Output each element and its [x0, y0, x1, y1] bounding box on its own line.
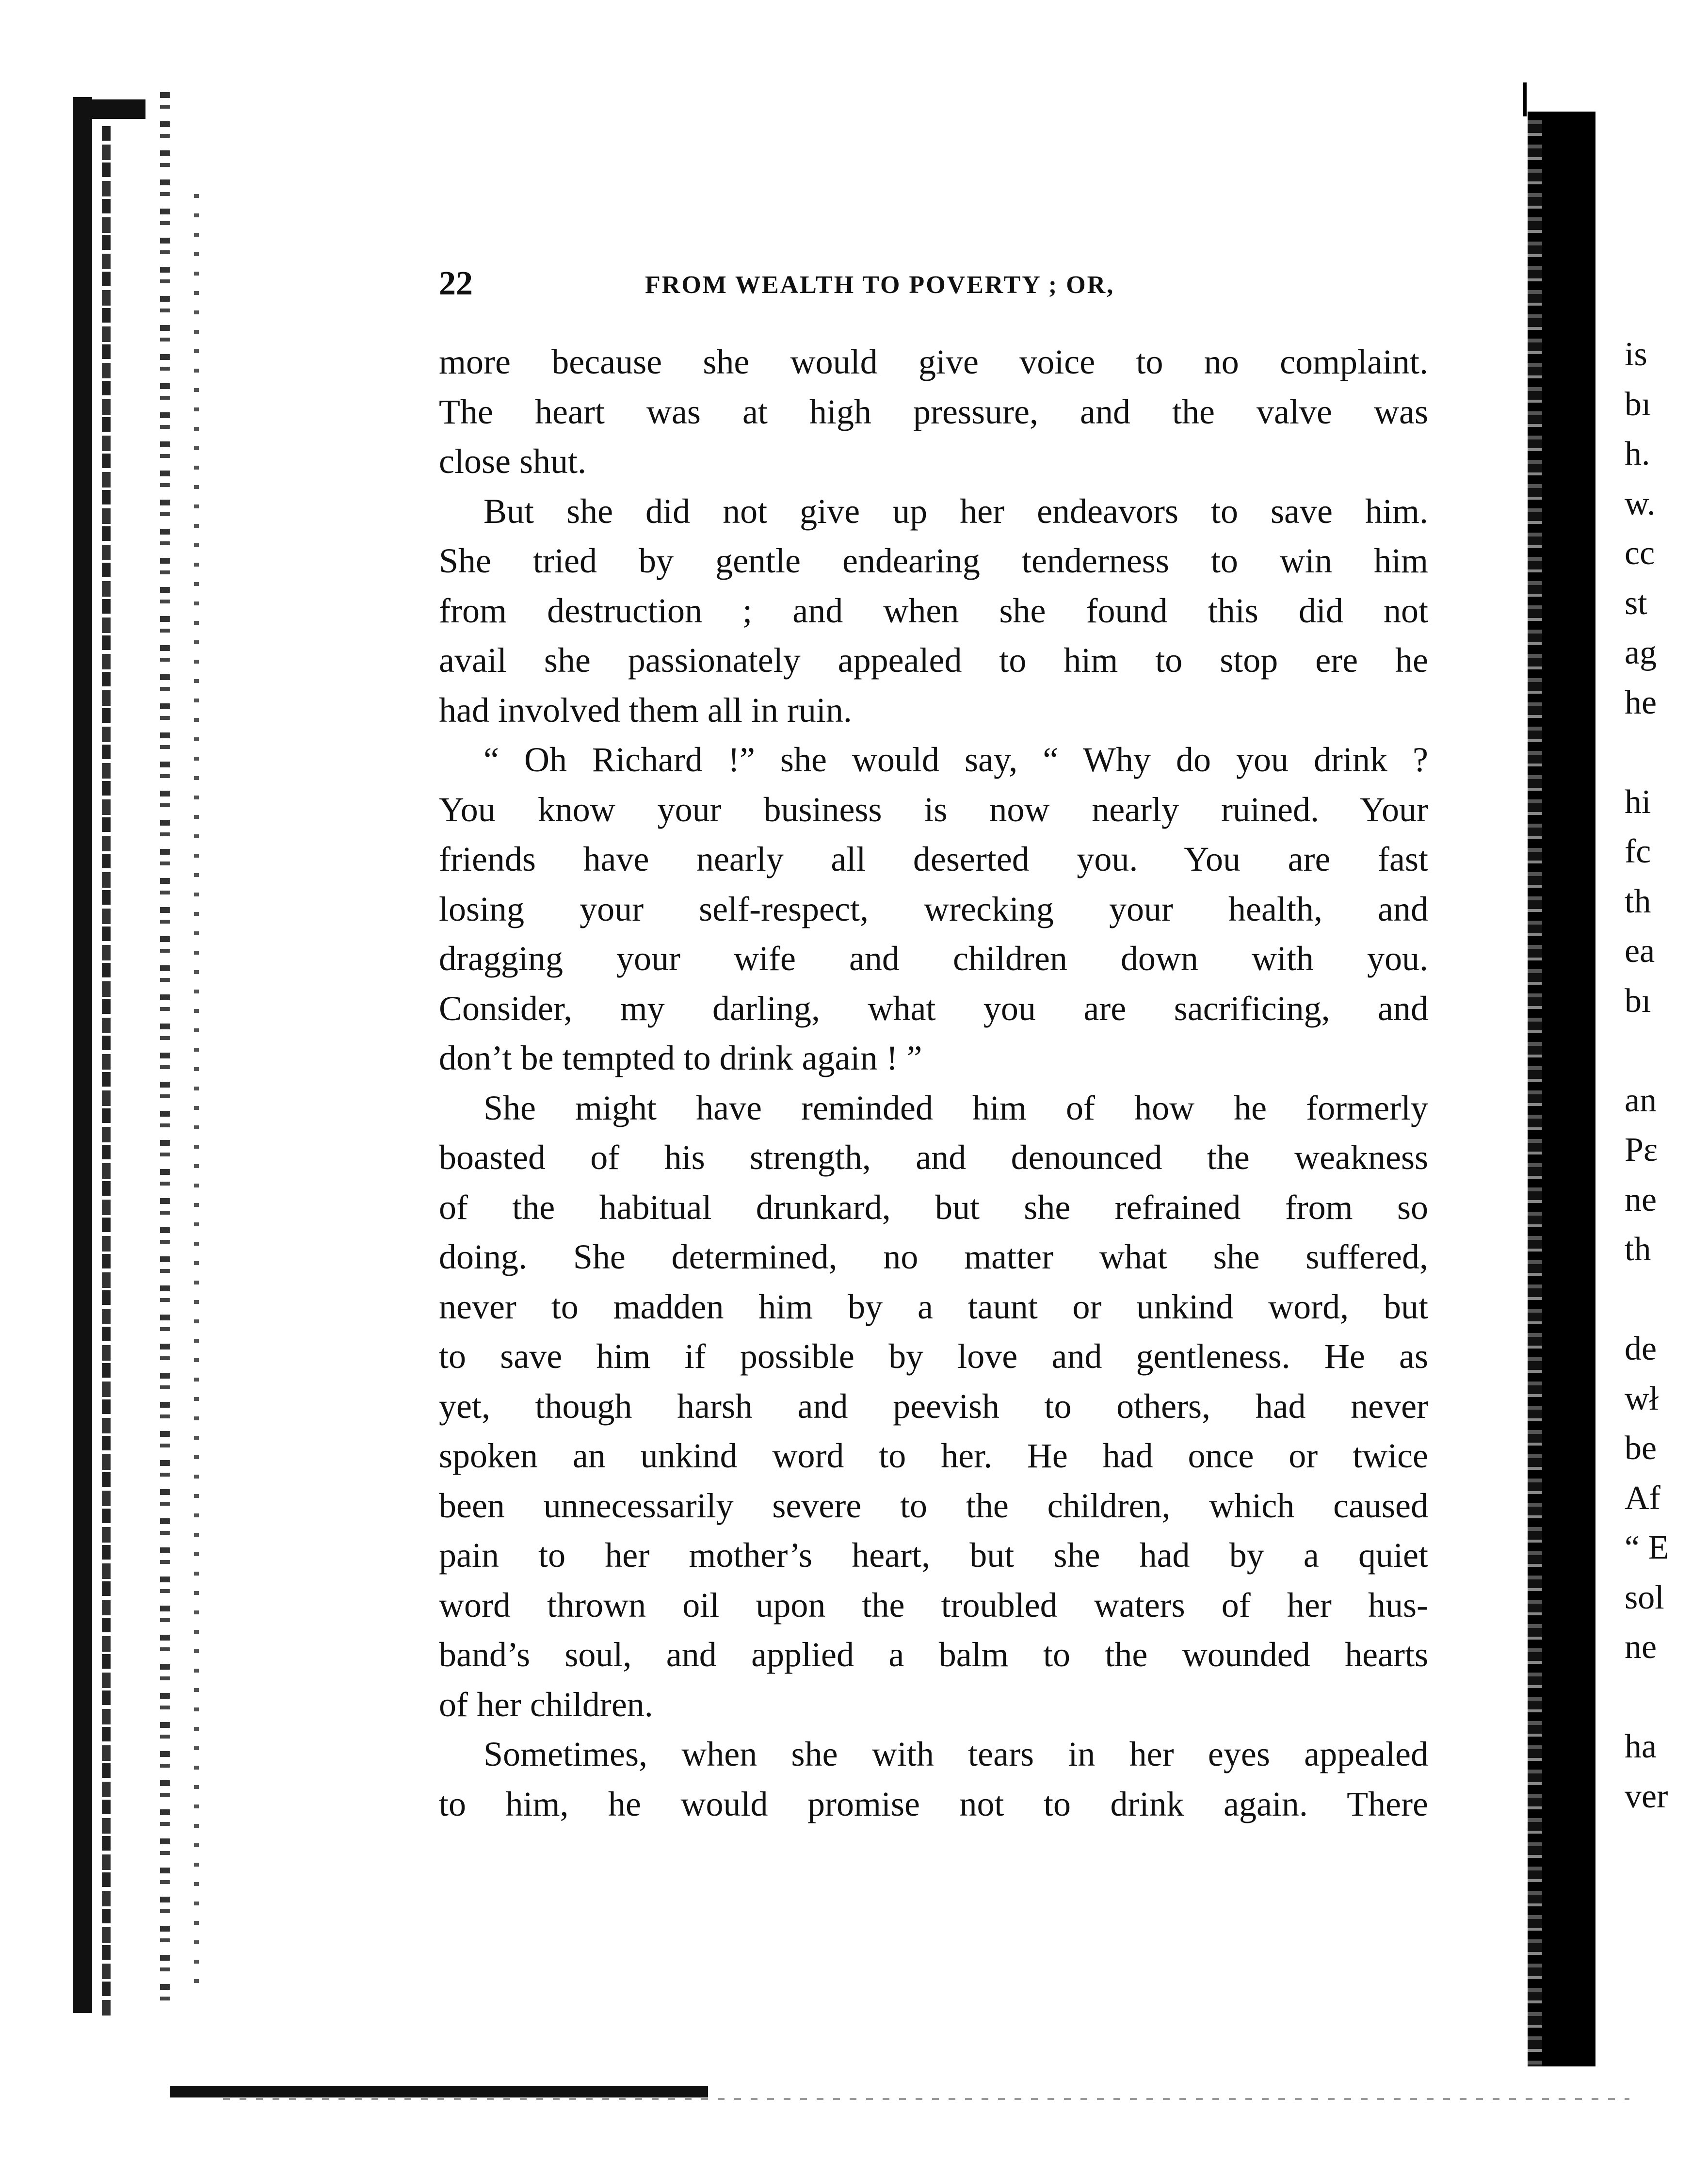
- text-line: of the habitual drunkard, but she refrained from so: [439, 1187, 1428, 1227]
- facing-page-fragment: wł: [1625, 1380, 1659, 1417]
- text-line: friends have nearly all deserted you. You are fast: [439, 840, 1428, 878]
- bottom-edge-shadow: [170, 2086, 708, 2097]
- text-line: losing your self-respect, wrecking your health, and: [439, 889, 1428, 928]
- facing-page-fragment: st: [1625, 584, 1647, 622]
- text-line: had involved them all in ruin.: [439, 690, 852, 730]
- text-line: avail she passionately appealed to him to stop ere he: [439, 641, 1428, 680]
- text-line: been unnecessarily severe to the children, which caused: [439, 1486, 1428, 1525]
- facing-page-fragment: w.: [1625, 485, 1656, 522]
- facing-page-fragment: h.: [1625, 435, 1650, 472]
- text-line: of her children.: [439, 1685, 653, 1724]
- book-spine-cap: [73, 99, 145, 119]
- facing-page-fragment: hi: [1625, 783, 1651, 821]
- text-line: to save him if possible by love and gentleness. He as: [439, 1337, 1428, 1376]
- text-line: word thrown oil upon the troubled waters of her hus-: [439, 1585, 1428, 1625]
- text-line: doing. She determined, no matter what she suffered,: [439, 1237, 1428, 1276]
- text-line: pain to her mother’s heart, but she had by a quiet: [439, 1536, 1428, 1575]
- page-body-text: [439, 337, 1428, 1829]
- text-line: You know your business is now nearly ruined. Your: [439, 790, 1428, 829]
- text-line: close shut.: [439, 442, 586, 481]
- facing-page-fragment: “ E: [1625, 1529, 1669, 1566]
- facing-page-fragment: fc: [1625, 833, 1651, 870]
- facing-page-fragment: Pε: [1625, 1131, 1658, 1169]
- text-line: don’t be tempted to drink again ! ”: [439, 1039, 922, 1077]
- facing-page-fragment: he: [1625, 683, 1657, 721]
- facing-page-fragment: ver: [1625, 1777, 1668, 1815]
- text-line: The heart was at high pressure, and the valve was: [439, 392, 1428, 431]
- facing-page-fragment: de: [1625, 1330, 1657, 1367]
- facing-page-fragment: th: [1625, 882, 1651, 920]
- text-line: more because she would give voice to no complaint.: [439, 342, 1428, 381]
- facing-page-fragment: ag: [1625, 634, 1657, 671]
- facing-page-fragment: [1625, 1673, 1708, 1723]
- facing-page-fragment: [1625, 1275, 1708, 1325]
- facing-page-fragment: Af: [1625, 1479, 1660, 1517]
- facing-page-fragment: ne: [1625, 1181, 1657, 1219]
- page-header: [439, 262, 1457, 306]
- facing-page-fragment: bı: [1625, 982, 1651, 1020]
- text-line: She tried by gentle endearing tenderness to win him: [439, 541, 1428, 580]
- text-line: Sometimes, when she with tears in her eyes appealed: [483, 1735, 1428, 1773]
- facing-page-fragment: [1625, 1026, 1708, 1076]
- facing-page-fragment: bı: [1625, 385, 1651, 423]
- text-line: “ Oh Richard !” she would say, “ Why do you drink ?: [483, 740, 1428, 779]
- facing-page-fragment: ha: [1625, 1728, 1657, 1765]
- text-line: from destruction ; and when she found this did not: [439, 591, 1428, 630]
- text-line: band’s soul, and applied a balm to the wounded hearts: [439, 1635, 1428, 1674]
- text-line: But she did not give up her endeavors to save him.: [483, 491, 1428, 531]
- book-gutter-noise: [160, 92, 170, 2013]
- text-line: spoken an unkind word to her. He had once or twice: [439, 1436, 1428, 1475]
- book-gutter-noise-faint: [194, 194, 199, 1989]
- bottom-edge-line: [223, 2098, 1629, 2100]
- facing-page-fragment: sol: [1625, 1578, 1664, 1616]
- facing-page-fragment: [1625, 728, 1708, 778]
- text-line: dragging your wife and children down with you.: [439, 939, 1428, 978]
- facing-page-fragment: th: [1625, 1231, 1651, 1268]
- running-head: FROM WEALTH TO POVERTY ; OR,: [645, 271, 1115, 299]
- text-line: boasted of his strength, and denounced the weakness: [439, 1138, 1428, 1177]
- facing-page-fragment: ea: [1625, 932, 1655, 970]
- text-line: to him, he would promise not to drink again. There: [439, 1784, 1428, 1823]
- facing-page-gutter-shadow: [1542, 112, 1595, 2066]
- text-line: never to madden him by a taunt or unkind word, but: [439, 1287, 1428, 1326]
- facing-page-gutter-cap: [1523, 82, 1527, 116]
- text-line: Consider, my darling, what you are sacrificing, and: [439, 989, 1428, 1028]
- facing-page-fragment: cc: [1625, 535, 1655, 572]
- facing-page-fragment: ne: [1625, 1628, 1657, 1666]
- facing-page-fragment: be: [1625, 1430, 1657, 1467]
- book-spine-shadow-left: [73, 97, 92, 2013]
- facing-page-fragment: an: [1625, 1081, 1657, 1119]
- page-number: 22: [439, 265, 473, 302]
- text-line: She might have reminded him of how he formerly: [483, 1088, 1428, 1127]
- text-line: yet, though harsh and peevish to others, had never: [439, 1386, 1428, 1426]
- facing-page-text-fragments: [1625, 330, 1708, 1821]
- book-gutter-shadow: [102, 126, 111, 2018]
- facing-page-fragment: is: [1625, 336, 1647, 373]
